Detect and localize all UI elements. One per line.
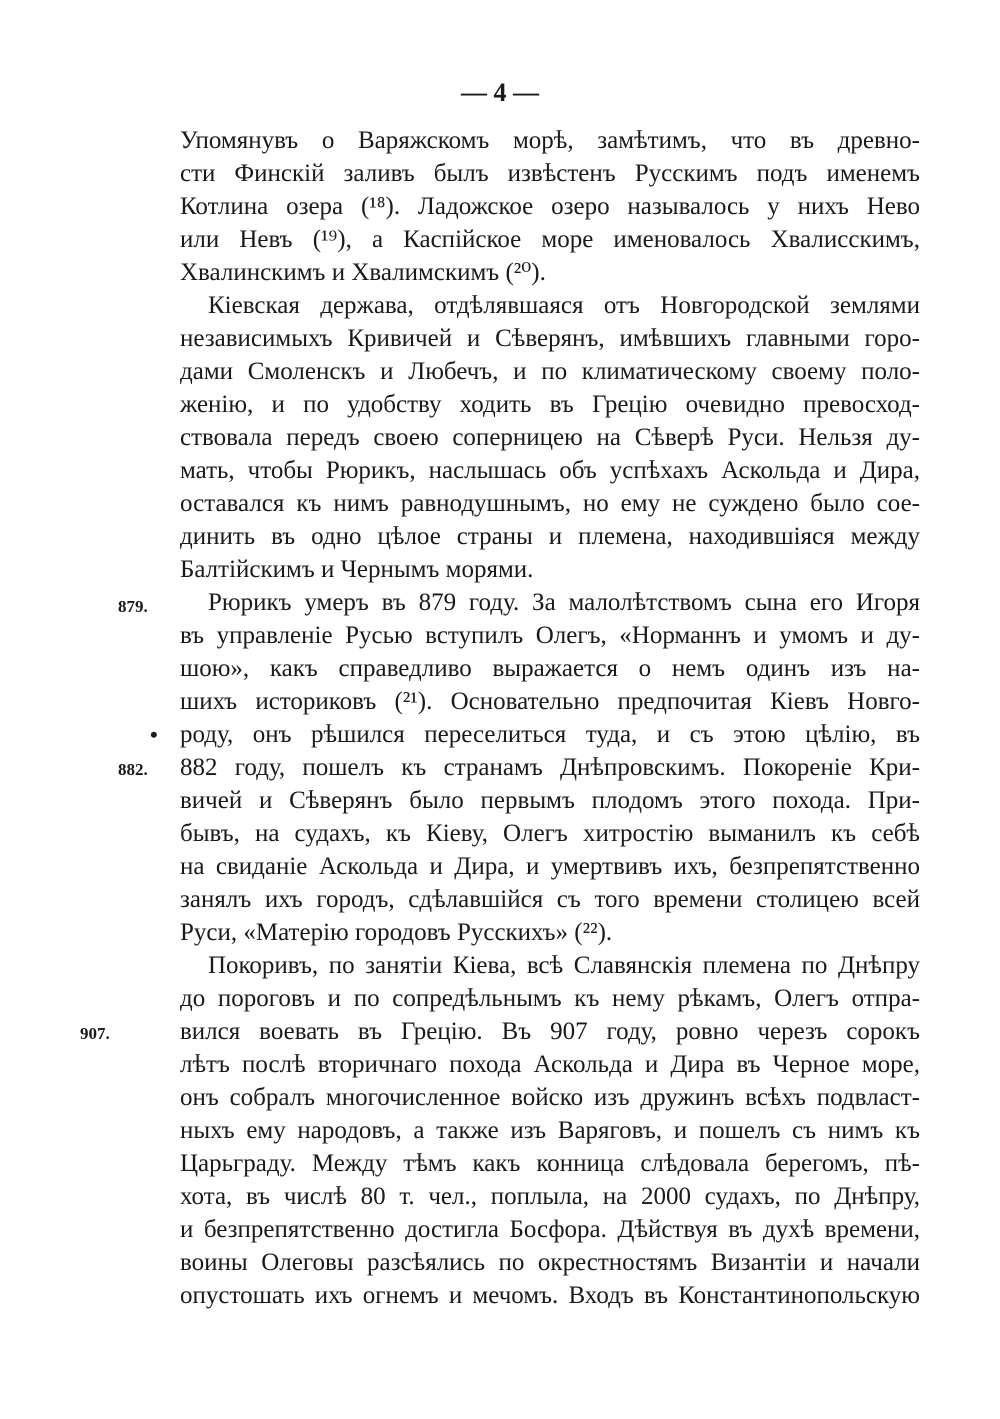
text-line: динить въ одно цѣлое страны и племена, находившіяся между (180, 523, 920, 550)
text-line: Руси, «Матерію городовъ Русскихъ» (²²). (180, 919, 613, 946)
text-line: Хвалинскимъ и Хвалимскимъ (²⁰). (180, 259, 546, 286)
text-line: вичей и Сѣверянъ было первымъ плодомъ этого похода. При- (180, 787, 920, 814)
text-line: Царьграду. Между тѣмъ какъ конница слѣдовала берегомъ, пѣ- (180, 1150, 920, 1177)
text-line: лѣтъ послѣ вторичнаго похода Аскольда и Дира въ Черное море, (180, 1051, 920, 1078)
text-line: вился воевать въ Грецію. Въ 907 году, ровно черезъ сорокъ (180, 1018, 920, 1045)
text-line: мать, чтобы Рюрикъ, наслышась объ успѣхахъ Аскольда и Дира, (180, 457, 920, 484)
text-line: шихъ историковъ (²¹). Основательно предпочитая Кіевъ Новго- (180, 688, 920, 715)
text-line: бывъ, на судахъ, къ Кіеву, Олегъ хитростію выманилъ къ себѣ (180, 820, 920, 847)
text-line: онъ собралъ многочисленное войско изъ дружинъ всѣхъ подвласт- (180, 1084, 920, 1111)
text-line: воины Олеговы разсѣялись по окрестностямъ Византіи и начали (180, 1249, 920, 1276)
text-line: ныхъ ему народовъ, а также изъ Варяговъ, и пошелъ съ нимъ къ (180, 1117, 920, 1144)
text-line: или Невъ (¹⁹), а Каспійское море именовалось Хвалисскимъ, (180, 226, 920, 253)
text-line: занялъ ихъ городъ, сдѣлавшійся съ того времени столицею всей (180, 886, 920, 913)
text-line: Покоривъ, по занятіи Кіева, всѣ Славянскія племена по Днѣпру (208, 952, 920, 979)
text-line: шою», какъ справедливо выражается о немъ одинъ изъ на- (180, 655, 920, 682)
text-line: и безпрепятственно достигла Босфора. Дѣйствуя въ духѣ времени, (180, 1216, 920, 1243)
text-line: Рюрикъ умеръ въ 879 году. За малолѣтствомъ сына его Игоря (208, 589, 920, 616)
text-line: роду, онъ рѣшился переселиться туда, и съ этою цѣлію, въ (180, 721, 920, 748)
body-text (180, 124, 920, 1312)
text-line: оставался къ нимъ равнодушнымъ, но ему не суждено было сое- (180, 490, 920, 517)
text-line: независимыхъ Кривичей и Сѣверянъ, имѣвшихъ главными горо- (180, 325, 920, 352)
text-line: Котлина озера (¹⁸). Ладожское озеро называлось у нихъ Нево (180, 193, 920, 220)
text-line: Кіевская держава, отдѣлявшаяся отъ Новгородской землями (208, 292, 920, 319)
text-line: опустошать ихъ огнемъ и мечомъ. Входъ въ Константинопольскую (180, 1282, 920, 1309)
margin-year-note: 882. (118, 760, 148, 779)
text-line: женію, и по удобству ходить въ Грецію очевидно превосход- (180, 391, 920, 418)
text-line: Балтійскимъ и Чернымъ морями. (180, 556, 534, 583)
text-line: дами Смоленскъ и Любечъ, и по климатическому своему поло- (180, 358, 920, 385)
text-line: въ управленіе Русью вступилъ Олегъ, «Норманнъ и умомъ и ду- (180, 622, 920, 649)
text-line: до пороговъ и по сопредѣльнымъ къ нему рѣкамъ, Олегъ отпра- (180, 985, 920, 1012)
text-line: Упомянувъ о Варяжскомъ морѣ, замѣтимъ, что въ древно- (180, 127, 920, 154)
margin-dot-mark: • (150, 722, 158, 747)
page-number: — 4 — (461, 78, 539, 107)
text-line: ствовала передъ своею соперницею на Сѣверѣ Руси. Нельзя ду- (180, 424, 920, 451)
margin-year-note: 879. (118, 597, 148, 616)
margin-year-note: 907. (80, 1024, 110, 1043)
text-line: сти Финскій заливъ былъ извѣстенъ Русскимъ подъ именемъ (180, 160, 920, 187)
text-line: на свиданіе Аскольда и Дира, и умертвивъ ихъ, безпрепятственно (180, 853, 920, 880)
text-line: 882 году, пошелъ къ странамъ Днѣпровскимъ. Покореніе Кри- (180, 754, 920, 781)
text-line: хота, въ числѣ 80 т. чел., поплыла, на 2000 судахъ, по Днѣпру, (180, 1183, 920, 1210)
